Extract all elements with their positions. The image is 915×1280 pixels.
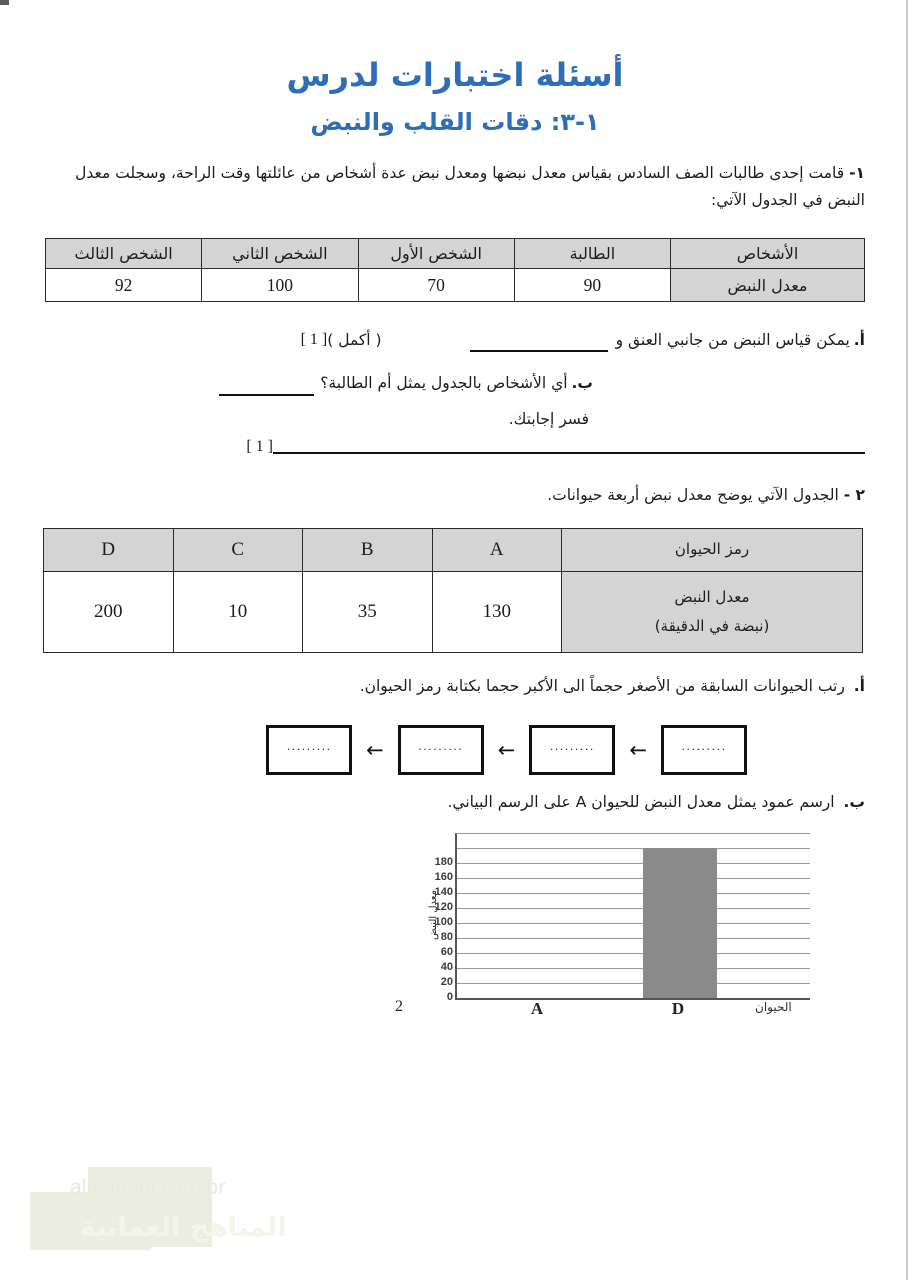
ordering-boxes-row xyxy=(45,725,747,775)
t2-value: 10 xyxy=(173,571,303,652)
chart-bar-D xyxy=(643,848,717,998)
dotted-placeholder: ......... xyxy=(549,740,595,753)
dotted-placeholder: ......... xyxy=(681,740,727,753)
t1-row-label: معدل النبض xyxy=(671,269,865,302)
table-row xyxy=(44,528,863,571)
answer-line-row xyxy=(45,438,865,456)
chart-x-tick-A: A xyxy=(530,999,544,1018)
left-arrow-icon: ← xyxy=(366,737,384,762)
part-a-label: أ. xyxy=(853,676,865,695)
scan-corner-mark xyxy=(0,0,9,5)
chart-y-tick: 160 xyxy=(434,871,453,883)
t1-col-header: الشخص الثاني xyxy=(202,239,358,269)
chart-gridline xyxy=(457,953,810,954)
question-2-number: ٢ - xyxy=(843,485,865,504)
chart-y-tick: 0 xyxy=(446,991,453,1003)
part-a-label: أ. xyxy=(853,331,865,349)
t1-col-header: الشخص الأول xyxy=(358,239,514,269)
pulse-bar-chart xyxy=(395,826,835,1026)
question-1-number: ١- xyxy=(849,164,865,182)
chart-y-tick: 180 xyxy=(434,856,453,868)
chart-plot-area xyxy=(434,833,810,1003)
t1-col-header: الطالبة xyxy=(514,239,670,269)
answer-blank xyxy=(470,336,608,352)
chart-y-tick: 40 xyxy=(440,961,453,973)
t2-value: 200 xyxy=(44,571,174,652)
chart-x-axis-label: الحيوان xyxy=(755,1000,792,1014)
chart-y-tick: 100 xyxy=(434,916,453,928)
left-arrow-icon: ← xyxy=(497,737,516,762)
t1-value: 92 xyxy=(46,269,202,302)
t1-col-header: الشخص الثالث xyxy=(46,239,202,269)
part-a-text: رتب الحيوانات السابقة من الأصغر حجماً الى الأكبر حجما بكتابة رمز الحيوان. xyxy=(359,676,845,695)
complete-hint: ( أكمل ) xyxy=(327,331,382,349)
left-arrow-icon: ← xyxy=(629,737,647,762)
chart-x-tick-D: D xyxy=(671,999,685,1018)
chart-gridline xyxy=(457,983,810,984)
watermark-site-name: المناهج العمانية xyxy=(80,1212,287,1243)
mark-badge: [ 1 ] xyxy=(246,437,273,455)
t2-col-header: C xyxy=(173,528,303,571)
question-2-text xyxy=(45,486,865,504)
pulse-table-animals xyxy=(43,528,863,653)
chart-gridline xyxy=(457,878,810,879)
t2-row-label-line1: معدل النبض xyxy=(674,588,750,606)
question-2-body: الجدول الآتي يوضح معدل نبض أربعة حيوانات. xyxy=(547,485,839,504)
t1-row-header: الأشخاص xyxy=(671,239,865,269)
watermark-url: almanahj.com/or xyxy=(70,1176,226,1199)
chart-gridline xyxy=(457,968,810,969)
question-2-part-b xyxy=(45,793,865,811)
chart-y-tick: 20 xyxy=(440,976,453,988)
page-number: 2 xyxy=(395,998,403,1015)
part-b-label: ب. xyxy=(571,374,593,393)
mark-badge: [ 1 ] xyxy=(300,331,328,349)
chart-gridline xyxy=(457,848,810,849)
order-box-3 xyxy=(398,725,484,775)
part-b-label: ب. xyxy=(843,792,865,811)
t1-value: 70 xyxy=(358,269,514,302)
part-b-text: أي الأشخاص بالجدول يمثل أم الطالبة؟ xyxy=(320,374,568,393)
chart-gridline xyxy=(457,938,810,939)
table-row xyxy=(44,571,863,652)
chart-y-tick: 120 xyxy=(434,901,453,913)
pulse-table-people xyxy=(45,238,865,302)
question-1-text xyxy=(45,160,865,214)
answer-line xyxy=(273,438,865,454)
t2-row-label xyxy=(562,571,863,652)
t2-value: 130 xyxy=(432,571,562,652)
question-1-part-a xyxy=(45,328,865,352)
order-box-1 xyxy=(661,725,747,775)
question-1-part-b xyxy=(45,372,593,395)
t1-value: 100 xyxy=(202,269,358,302)
chart-y-tick: 60 xyxy=(440,946,453,958)
question-2-part-a xyxy=(45,677,865,695)
t1-value: 90 xyxy=(514,269,670,302)
answer-blank xyxy=(219,380,314,396)
chart-gridline xyxy=(457,923,810,924)
dotted-placeholder: ......... xyxy=(418,740,464,753)
explain-instruction: فسر إجابتك. xyxy=(508,409,589,428)
part-a-text: يمكن قياس النبض من جانبي العنق و xyxy=(615,331,850,349)
t2-col-header: D xyxy=(44,528,174,571)
table-row xyxy=(46,239,865,269)
chart-gridline xyxy=(457,908,810,909)
order-box-2 xyxy=(529,725,615,775)
t2-col-header: B xyxy=(303,528,433,571)
page-content xyxy=(0,56,915,1026)
chart-y-axis-label: معدل النبض xyxy=(428,890,439,940)
lesson-subtitle: ١-٣: دقات القلب والنبض xyxy=(310,108,600,136)
t2-row-label-line2: (نبضة في الدقيقة) xyxy=(654,616,770,635)
chart-y-tick: 140 xyxy=(434,886,453,898)
part-b-text: ارسم عمود يمثل معدل النبض للحيوان A على الرسم البياني. xyxy=(447,792,835,811)
t2-col-header: A xyxy=(432,528,562,571)
chart-y-tick: 80 xyxy=(440,931,453,943)
order-box-4 xyxy=(266,725,352,775)
t2-row-header: رمز الحيوان xyxy=(562,528,863,571)
page-title: أسئلة اختبارات لدرس xyxy=(286,56,624,94)
chart-gridline xyxy=(457,893,810,894)
chart-gridline xyxy=(457,863,810,864)
table-row xyxy=(46,269,865,302)
question-1-body: قامت إحدى طالبات الصف السادس بقياس معدل نبضها ومعدل نبض عدة أشخاص من عائلتها وقت الراحة، وسجلت معدل النبض في الجدول الآتي: xyxy=(75,164,865,210)
page-edge-line xyxy=(906,0,908,1280)
t2-value: 35 xyxy=(303,571,433,652)
dotted-placeholder: ......... xyxy=(286,740,332,753)
